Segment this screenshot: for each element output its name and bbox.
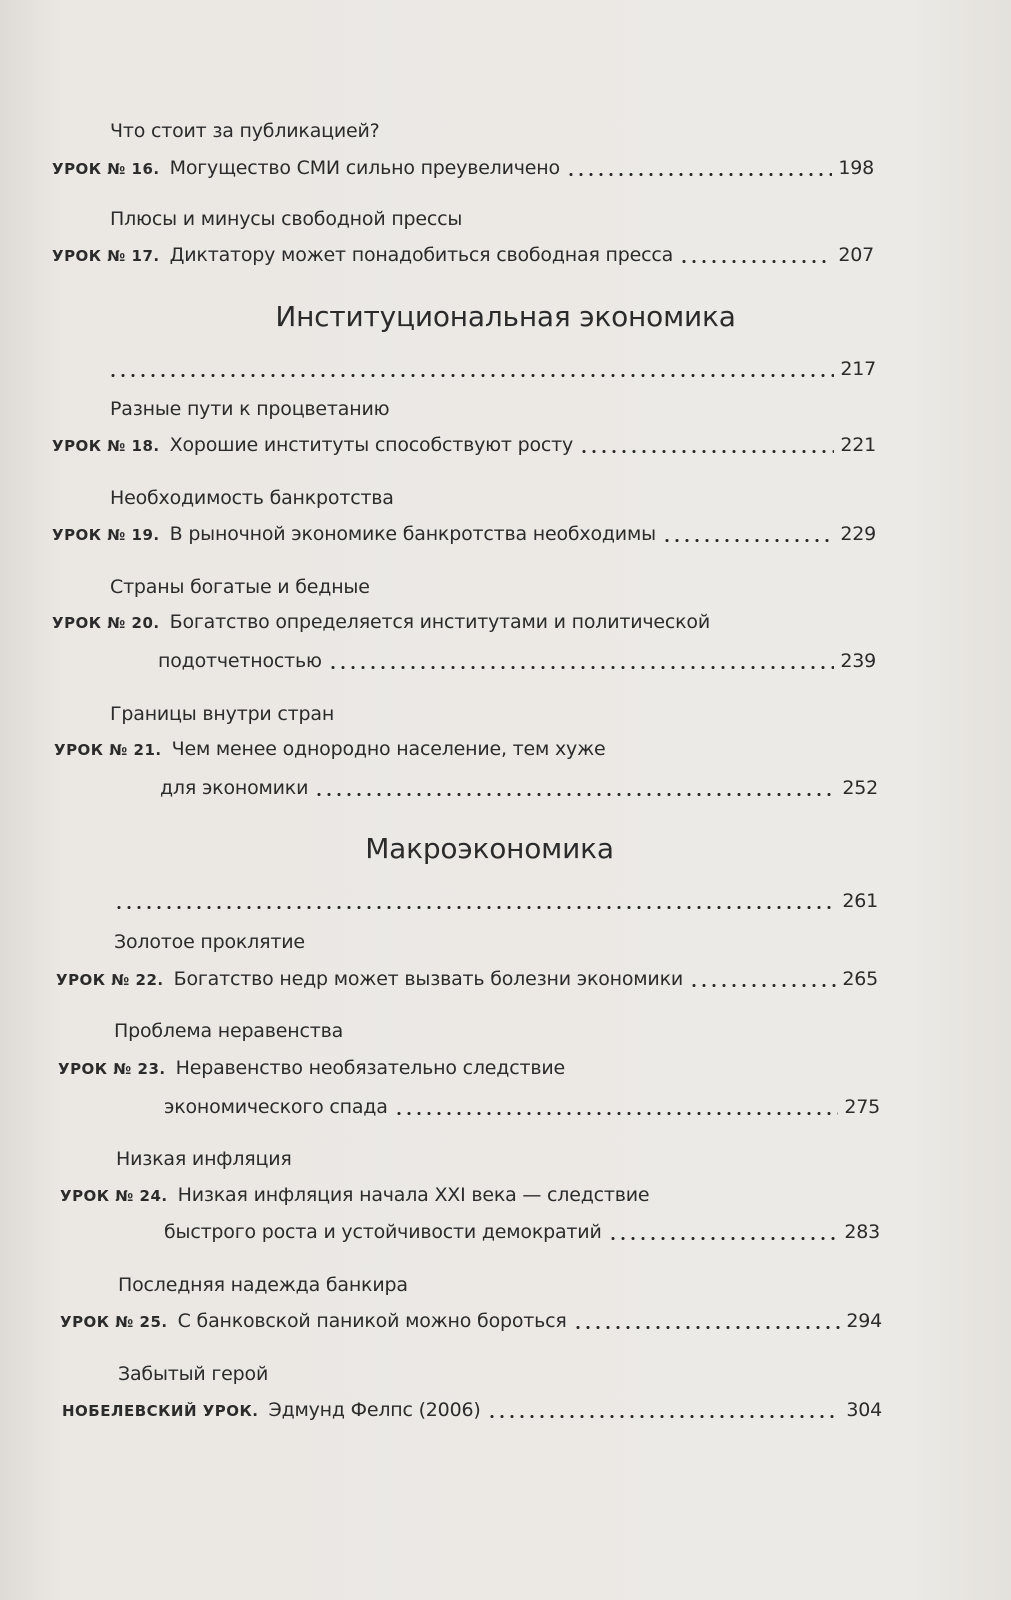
lesson-title: Хорошие институты способствуют росту [169,434,574,456]
lesson-title-continued: для экономики [160,777,309,799]
toc-entry [52,157,874,179]
dot-leader [114,906,836,909]
toc-entry [52,434,876,456]
lesson-label: УРОК № 18. [52,437,160,455]
dot-leader [662,539,834,542]
toc-entry [52,523,876,545]
dot-leader [108,374,834,377]
lesson-label: УРОК № 21. [54,741,162,759]
lesson-label: УРОК № 17. [52,247,160,265]
page-number: 252 [842,777,878,799]
lesson-title: Неравенство необязательно следствие [175,1057,565,1079]
dot-leader [608,1237,839,1240]
dot-leader [394,1112,839,1115]
toc-entry-continuation [158,650,876,672]
toc-subtitle: Разные пути к процветанию [110,398,390,420]
toc-entry [58,1057,565,1079]
lesson-label: УРОК № 25. [60,1313,168,1331]
page-number: 198 [838,157,874,179]
toc-subtitle: Золотое проклятие [114,931,305,953]
lesson-title: Могущество СМИ сильно преувеличено [169,157,560,179]
lesson-title: В рыночной экономике банкротства необходимы [169,523,656,545]
lesson-title: Богатство определяется институтами и политической [169,611,710,633]
toc-subtitle: Плюсы и минусы свободной прессы [110,208,463,230]
page-number: 229 [840,523,876,545]
toc-entry-continuation [160,777,878,799]
lesson-title: Чем менее однородно население, тем хуже [171,738,606,760]
page-number: 275 [844,1096,880,1118]
dot-leader [679,260,832,263]
lesson-title: С банковской паникой можно бороться [177,1310,567,1332]
section-page-entry [114,890,878,912]
page-number: 283 [844,1221,880,1243]
section-heading: Институциональная экономика [275,300,736,333]
toc-entry-continuation [164,1221,880,1243]
lesson-title-continued: быстрого роста и устойчивости демократий [164,1221,602,1243]
dot-leader [579,450,834,453]
lesson-title-continued: подотчетностью [158,650,322,672]
page-number: 239 [840,650,876,672]
toc-entry [60,1310,882,1332]
lesson-label: УРОК № 20. [52,614,160,632]
toc-entry [62,1399,882,1421]
toc-subtitle: Что стоит за публикацией? [110,120,380,142]
lesson-title: Диктатору может понадобиться свободная пресса [169,244,674,266]
page-number: 261 [842,890,878,912]
dot-leader [566,173,832,176]
page-number: 221 [840,434,876,456]
lesson-title-continued: экономического спада [164,1096,388,1118]
lesson-title: Эдмунд Фелпс (2006) [268,1399,481,1421]
toc-subtitle: Страны богатые и бедные [110,576,370,598]
dot-leader [314,793,836,796]
toc-subtitle: Границы внутри стран [110,703,335,725]
toc-entry [52,611,710,633]
dot-leader [328,666,835,669]
lesson-label: НОБЕЛЕВСКИЙ УРОК. [62,1402,259,1420]
lesson-label: УРОК № 19. [52,526,160,544]
lesson-label: УРОК № 23. [58,1060,166,1078]
toc-subtitle: Низкая инфляция [116,1148,292,1170]
page-number: 265 [842,968,878,990]
lesson-label: УРОК № 16. [52,160,160,178]
toc-entry [56,968,878,990]
toc-subtitle: Последняя надежда банкира [118,1274,408,1296]
page-number: 207 [838,244,874,266]
page-number: 304 [846,1399,882,1421]
page-number: 294 [846,1310,882,1332]
lesson-label: УРОК № 24. [60,1187,168,1205]
toc-subtitle: Проблема неравенства [114,1020,344,1042]
toc-subtitle: Необходимость банкротства [110,487,394,509]
toc-subtitle: Забытый герой [118,1363,269,1385]
lesson-label: УРОК № 22. [56,971,164,989]
section-page-entry [108,358,876,380]
toc-entry [60,1184,649,1206]
dot-leader [573,1326,841,1329]
lesson-title: Низкая инфляция начала XXI века — следствие [177,1184,650,1206]
toc-entry [54,738,606,760]
dot-leader [487,1415,841,1418]
dot-leader [689,984,836,987]
page-number: 217 [840,358,876,380]
toc-entry [52,244,874,266]
section-heading: Макроэкономика [365,832,614,865]
lesson-title: Богатство недр может вызвать болезни экономики [173,968,684,990]
toc-entry-continuation [164,1096,880,1118]
